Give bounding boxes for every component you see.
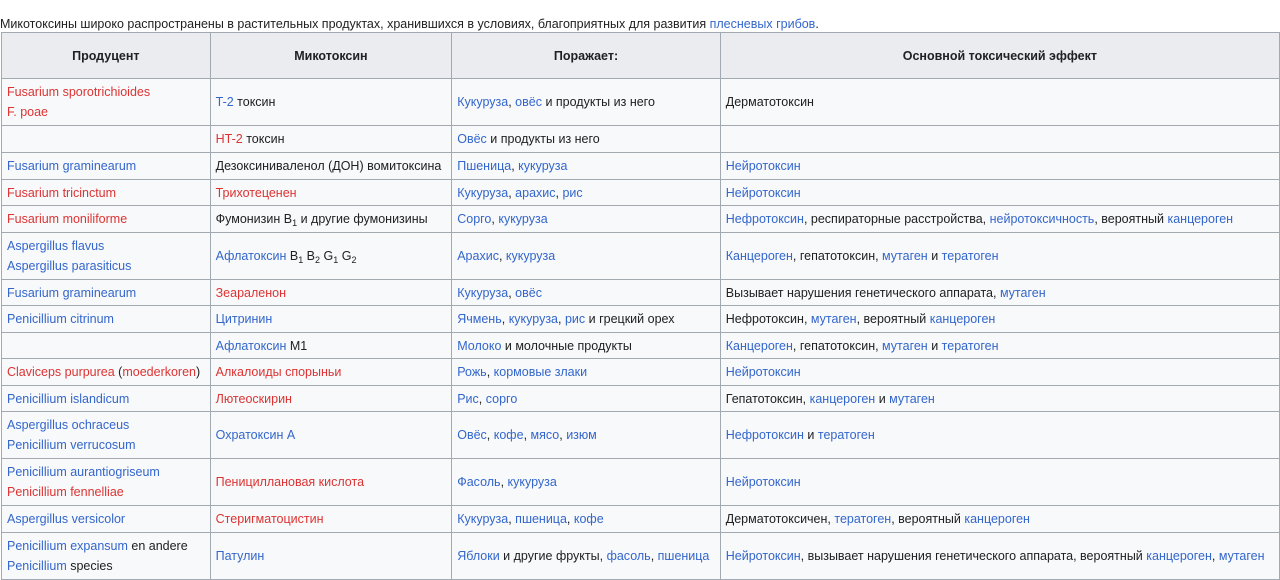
wiki-link[interactable]: мутаген bbox=[889, 391, 935, 406]
subscript: 2 bbox=[315, 255, 321, 265]
wiki-link[interactable]: Fusarium tricinctum bbox=[7, 185, 117, 200]
header-toxic-effect: Основной токсический эффект bbox=[720, 33, 1279, 79]
wiki-link[interactable]: мутаген bbox=[810, 312, 857, 326]
cell-producer bbox=[2, 153, 211, 180]
cell-affects bbox=[452, 306, 721, 333]
wiki-link[interactable]: Овёс bbox=[457, 132, 487, 146]
cell-mycotoxin bbox=[210, 533, 452, 580]
table-body bbox=[2, 79, 1280, 580]
cell-line bbox=[726, 336, 1274, 356]
wiki-link[interactable]: Fusarium graminearum bbox=[7, 285, 137, 300]
table-row bbox=[2, 206, 1280, 233]
cell-text: , bbox=[491, 212, 499, 226]
table-row bbox=[2, 359, 1280, 386]
wiki-link[interactable]: Зеараленон bbox=[215, 285, 286, 300]
wiki-link[interactable]: нейротоксичность bbox=[989, 212, 1095, 226]
table-row bbox=[2, 79, 1280, 126]
wiki-link[interactable]: Aspergillus flavus bbox=[7, 239, 105, 253]
cell-mycotoxin bbox=[210, 206, 452, 233]
wiki-link[interactable]: Кукуруза bbox=[457, 185, 509, 200]
wiki-link[interactable]: Кукуруза bbox=[457, 95, 509, 109]
wiki-link[interactable]: Fusarium sporotrichioides bbox=[7, 85, 151, 99]
cell-text: en andere bbox=[127, 539, 188, 553]
cell-producer bbox=[2, 306, 211, 333]
cell-affects bbox=[452, 233, 721, 280]
wiki-link[interactable]: Penicillium fennelliae bbox=[7, 485, 124, 499]
cell-text: M1 bbox=[286, 338, 308, 353]
wiki-link[interactable]: арахис bbox=[515, 185, 556, 200]
cell-effect bbox=[720, 233, 1279, 280]
cell-line bbox=[457, 156, 715, 176]
cell-effect bbox=[720, 359, 1279, 386]
table-row bbox=[2, 280, 1280, 306]
cell-line bbox=[457, 92, 715, 112]
cell-line bbox=[216, 389, 447, 409]
cell-text: Дезоксиниваленол (ДОН) вомитоксина bbox=[215, 159, 442, 173]
cell-line bbox=[7, 415, 205, 435]
wiki-link[interactable]: пшеница bbox=[515, 512, 567, 526]
wiki-link[interactable]: кофе bbox=[493, 428, 524, 442]
wiki-link[interactable]: F. poae bbox=[7, 105, 49, 119]
wiki-link[interactable]: HT-2 bbox=[215, 132, 243, 146]
cell-producer bbox=[2, 359, 211, 386]
cell-text: и продукты из него bbox=[541, 95, 655, 109]
cell-line bbox=[7, 156, 205, 176]
wiki-link[interactable]: мутаген bbox=[882, 338, 928, 353]
cell-effect bbox=[720, 153, 1279, 180]
cell-effect bbox=[720, 459, 1279, 506]
cell-producer bbox=[2, 126, 211, 153]
wiki-link[interactable]: Aspergillus parasiticus bbox=[7, 259, 132, 273]
cell-text: ( bbox=[114, 365, 123, 379]
wiki-link[interactable]: moederkoren bbox=[122, 365, 196, 379]
cell-line bbox=[7, 462, 205, 482]
wiki-link[interactable]: T-2 bbox=[215, 95, 234, 109]
cell-text: токсин bbox=[242, 132, 285, 146]
cell-affects bbox=[452, 126, 721, 153]
wiki-link[interactable]: Лютеоскирин bbox=[215, 391, 292, 406]
table-row bbox=[2, 153, 1280, 180]
cell-affects bbox=[452, 533, 721, 580]
intro-text: Микотоксины широко распространены в растительных продуктах, хранившихся в условиях, благоприятных для развития bbox=[0, 16, 710, 31]
wiki-link[interactable]: канцероген bbox=[929, 312, 996, 326]
wiki-link[interactable]: фасоль bbox=[606, 549, 651, 563]
cell-producer bbox=[2, 79, 211, 126]
cell-text: , bbox=[478, 391, 486, 406]
wiki-link[interactable]: Афлатоксин bbox=[215, 338, 287, 353]
cell-line bbox=[7, 435, 205, 455]
cell-effect bbox=[720, 306, 1279, 333]
wiki-link[interactable]: тератоген bbox=[834, 512, 892, 526]
cell-line bbox=[7, 482, 205, 502]
table-row bbox=[2, 533, 1280, 580]
cell-text: , респираторные расстройства, bbox=[803, 212, 990, 226]
cell-line bbox=[726, 472, 1274, 492]
cell-text: , bbox=[555, 185, 563, 200]
cell-effect bbox=[720, 206, 1279, 233]
cell-mycotoxin bbox=[210, 153, 452, 180]
cell-producer bbox=[2, 206, 211, 233]
cell-line bbox=[7, 183, 205, 203]
cell-line bbox=[216, 92, 447, 112]
cell-text: , bbox=[566, 512, 574, 526]
subscript: 1 bbox=[333, 255, 339, 265]
cell-affects bbox=[452, 280, 721, 306]
wiki-link[interactable]: Ячмень bbox=[457, 312, 502, 326]
subscript: 2 bbox=[351, 255, 357, 265]
wiki-link[interactable]: Цитринин bbox=[215, 312, 273, 326]
cell-text: и другие фумонизины bbox=[297, 212, 428, 226]
table-row bbox=[2, 306, 1280, 333]
cell-text: , гепатотоксин, bbox=[792, 249, 883, 263]
wiki-link[interactable]: Арахис bbox=[457, 249, 499, 263]
cell-line bbox=[726, 362, 1274, 382]
wiki-link[interactable]: Кукуруза bbox=[457, 285, 509, 300]
wiki-link[interactable]: кофе bbox=[573, 512, 604, 526]
cell-text: токсин bbox=[233, 95, 276, 109]
cell-text: , bbox=[508, 285, 516, 300]
cell-text: , bbox=[486, 365, 494, 379]
intro-end: . bbox=[815, 16, 819, 31]
cell-text: Гепатотоксин, bbox=[725, 391, 810, 406]
subscript: 1 bbox=[298, 255, 304, 265]
cell-line bbox=[216, 309, 447, 329]
cell-text: и молочные продукты bbox=[501, 338, 632, 353]
wiki-link[interactable]: мутаген bbox=[882, 249, 928, 263]
cell-line bbox=[7, 209, 205, 229]
table-row bbox=[2, 506, 1280, 533]
cell-mycotoxin bbox=[210, 79, 452, 126]
cell-line bbox=[457, 425, 715, 445]
cell-producer bbox=[2, 506, 211, 533]
cell-producer bbox=[2, 386, 211, 412]
cell-text: , гепатотоксин, bbox=[792, 338, 883, 353]
cell-text: , bbox=[508, 185, 516, 200]
wiki-link[interactable]: Penicillium islandicum bbox=[7, 391, 130, 406]
wiki-link[interactable]: Нейротоксин bbox=[725, 549, 801, 563]
cell-line bbox=[457, 129, 715, 149]
wiki-link[interactable]: канцероген bbox=[809, 391, 876, 406]
wiki-link[interactable]: Охратоксин А bbox=[215, 428, 296, 442]
cell-producer bbox=[2, 459, 211, 506]
cell-text: , bbox=[559, 428, 567, 442]
subscript: 1 bbox=[292, 218, 298, 228]
cell-text: G bbox=[338, 249, 352, 263]
cell-mycotoxin bbox=[210, 386, 452, 412]
cell-line bbox=[216, 336, 447, 356]
cell-effect bbox=[720, 280, 1279, 306]
table-row bbox=[2, 386, 1280, 412]
cell-text: , вероятный bbox=[856, 312, 930, 326]
cell-line bbox=[457, 209, 715, 229]
cell-line bbox=[726, 209, 1274, 229]
table-row bbox=[2, 333, 1280, 359]
cell-producer bbox=[2, 412, 211, 459]
cell-text: , bbox=[508, 512, 516, 526]
cell-line bbox=[457, 309, 715, 329]
wiki-link[interactable]: Нефротоксин bbox=[725, 212, 804, 226]
cell-line bbox=[216, 472, 447, 492]
wiki-link[interactable]: Нейротоксин bbox=[725, 365, 801, 379]
cell-text: B bbox=[286, 249, 299, 263]
cell-line bbox=[726, 309, 1274, 329]
cell-producer bbox=[2, 280, 211, 306]
cell-affects bbox=[452, 359, 721, 386]
cell-text: , bbox=[558, 312, 565, 326]
cell-line bbox=[7, 389, 205, 409]
wiki-link[interactable]: Penicillium aurantiogriseum bbox=[7, 465, 160, 479]
cell-producer bbox=[2, 333, 211, 359]
wiki-link[interactable]: Fusarium graminearum bbox=[7, 159, 137, 173]
cell-line bbox=[726, 389, 1274, 409]
cell-text: Дерматотоксин bbox=[725, 95, 814, 109]
cell-text: и грецкий орех bbox=[585, 312, 675, 326]
cell-line bbox=[7, 82, 205, 102]
cell-text: , bbox=[508, 95, 516, 109]
cell-effect bbox=[720, 412, 1279, 459]
cell-line bbox=[457, 183, 715, 203]
wiki-link[interactable]: Пшеница bbox=[457, 159, 512, 173]
wiki-link[interactable]: Алкалоиды спорыньи bbox=[215, 365, 342, 379]
cell-line bbox=[7, 283, 205, 303]
table-row bbox=[2, 233, 1280, 280]
cell-text: , bbox=[1211, 549, 1219, 563]
cell-line bbox=[726, 509, 1274, 529]
cell-text: и bbox=[927, 249, 942, 263]
cell-text: и bbox=[803, 428, 818, 442]
cell-line bbox=[216, 283, 447, 303]
cell-text: , bbox=[501, 312, 509, 326]
header-producer: Продуцент bbox=[2, 33, 211, 79]
cell-line bbox=[726, 425, 1274, 445]
wiki-link[interactable]: кукуруза bbox=[518, 159, 568, 173]
cell-line bbox=[216, 509, 447, 529]
cell-mycotoxin bbox=[210, 306, 452, 333]
wiki-link[interactable]: тератоген bbox=[941, 249, 999, 263]
wiki-link[interactable]: тератоген bbox=[817, 428, 875, 442]
table-row bbox=[2, 459, 1280, 506]
wiki-link[interactable]: Афлатоксин bbox=[215, 249, 287, 263]
cell-effect bbox=[720, 506, 1279, 533]
cell-mycotoxin bbox=[210, 233, 452, 280]
wiki-link[interactable]: Молоко bbox=[457, 338, 502, 353]
cell-line bbox=[216, 546, 447, 566]
cell-line bbox=[457, 336, 715, 356]
cell-effect bbox=[720, 79, 1279, 126]
wiki-link[interactable]: кукуруза bbox=[505, 249, 556, 263]
wiki-link[interactable]: Нейротоксин bbox=[725, 475, 801, 489]
wiki-link[interactable]: Aspergillus ochraceus bbox=[7, 418, 130, 432]
cell-line bbox=[7, 309, 205, 329]
cell-line bbox=[7, 509, 205, 529]
cell-affects bbox=[452, 79, 721, 126]
wiki-link[interactable]: Нейротоксин bbox=[725, 159, 801, 173]
cell-line bbox=[7, 236, 205, 256]
cell-line bbox=[216, 129, 447, 149]
mycotoxin-table bbox=[1, 32, 1280, 580]
header-mycotoxin: Микотоксин bbox=[210, 33, 452, 79]
table-row bbox=[2, 126, 1280, 153]
cell-text: ) bbox=[196, 365, 201, 379]
cell-line bbox=[457, 389, 715, 409]
cell-mycotoxin bbox=[210, 359, 452, 386]
cell-producer bbox=[2, 533, 211, 580]
wiki-link[interactable]: мутаген bbox=[1218, 549, 1265, 563]
table-row bbox=[2, 412, 1280, 459]
cell-line bbox=[726, 246, 1274, 266]
cell-text: G bbox=[320, 249, 334, 263]
cell-text: и bbox=[875, 391, 890, 406]
cell-text: species bbox=[66, 559, 113, 573]
table-header-row bbox=[2, 33, 1280, 79]
cell-line bbox=[726, 183, 1274, 203]
wiki-link[interactable]: Нефротоксин bbox=[725, 428, 804, 442]
wiki-link[interactable]: Рожь bbox=[457, 365, 487, 379]
wiki-link[interactable]: Penicillium verrucosum bbox=[7, 438, 136, 452]
wiki-link[interactable]: пшеница bbox=[657, 549, 710, 563]
cell-text: Нефротоксин, bbox=[725, 312, 811, 326]
wiki-link[interactable]: Нейротоксин bbox=[725, 185, 801, 200]
wiki-link[interactable]: Стеригматоцистин bbox=[215, 512, 324, 526]
cell-line bbox=[216, 209, 447, 229]
cell-line bbox=[7, 362, 205, 382]
cell-producer bbox=[2, 233, 211, 280]
cell-line bbox=[457, 283, 715, 303]
cell-effect bbox=[720, 533, 1279, 580]
cell-text: , bbox=[523, 428, 531, 442]
cell-line bbox=[7, 536, 205, 556]
cell-line bbox=[216, 183, 447, 203]
cell-mycotoxin bbox=[210, 412, 452, 459]
cell-text: и bbox=[927, 338, 942, 353]
cell-text: Дерматотоксичен, bbox=[725, 512, 835, 526]
wiki-link[interactable]: канцероген bbox=[1167, 212, 1234, 226]
wiki-link[interactable]: тератоген bbox=[941, 338, 999, 353]
cell-line bbox=[7, 556, 205, 576]
wiki-link[interactable]: овёс bbox=[515, 285, 542, 300]
wiki-link[interactable]: рис bbox=[564, 312, 586, 326]
cell-effect bbox=[720, 386, 1279, 412]
cell-producer bbox=[2, 180, 211, 206]
cell-affects bbox=[452, 459, 721, 506]
cell-text: , вероятный bbox=[891, 512, 965, 526]
wiki-link[interactable]: Penicillium expansum bbox=[7, 539, 128, 553]
cell-line bbox=[216, 362, 447, 382]
cell-line bbox=[216, 425, 447, 445]
wiki-link[interactable]: рис bbox=[562, 185, 583, 200]
table-row bbox=[2, 180, 1280, 206]
wiki-link[interactable]: Penicillium bbox=[7, 559, 67, 573]
cell-line bbox=[216, 246, 447, 266]
cell-line bbox=[457, 546, 715, 566]
wiki-link[interactable]: канцероген bbox=[964, 512, 1030, 526]
cell-affects bbox=[452, 206, 721, 233]
cell-text: и другие фрукты, bbox=[499, 549, 607, 563]
cell-affects bbox=[452, 153, 721, 180]
cell-line bbox=[726, 92, 1274, 112]
wiki-link[interactable]: Кукуруза bbox=[457, 512, 509, 526]
cell-line bbox=[457, 472, 715, 492]
wiki-link[interactable]: Пенициллановая кислота bbox=[215, 475, 365, 489]
intro-paragraph bbox=[0, 14, 819, 34]
cell-mycotoxin bbox=[210, 180, 452, 206]
cell-mycotoxin bbox=[210, 126, 452, 153]
wiki-link[interactable]: канцероген bbox=[1146, 549, 1212, 563]
wiki-link[interactable]: Овёс bbox=[457, 428, 487, 442]
cell-affects bbox=[452, 506, 721, 533]
cell-affects bbox=[452, 412, 721, 459]
cell-mycotoxin bbox=[210, 333, 452, 359]
cell-text: , bbox=[498, 249, 506, 263]
wiki-link[interactable]: Яблоки bbox=[457, 549, 500, 563]
wiki-link[interactable]: Канцероген bbox=[725, 338, 793, 353]
cell-text: Вызывает нарушения генетического аппарата, bbox=[725, 285, 1000, 300]
cell-affects bbox=[452, 333, 721, 359]
cell-text: , bbox=[500, 475, 508, 489]
cell-text: , bbox=[650, 549, 658, 563]
wiki-link[interactable]: сорго bbox=[485, 391, 518, 406]
cell-text: , вызывает нарушения генетического аппарата, вероятный bbox=[800, 549, 1147, 563]
cell-effect bbox=[720, 333, 1279, 359]
wiki-link[interactable]: Рис bbox=[457, 391, 479, 406]
cell-line bbox=[216, 156, 447, 176]
wiki-link[interactable]: кукуруза bbox=[508, 312, 559, 326]
wiki-link[interactable]: Fusarium moniliforme bbox=[7, 212, 128, 226]
wiki-link[interactable]: Сорго bbox=[457, 212, 492, 226]
wiki-link[interactable]: Патулин bbox=[215, 549, 265, 563]
wiki-link[interactable]: кукуруза bbox=[507, 475, 557, 489]
cell-line bbox=[726, 283, 1274, 303]
wiki-link[interactable]: Фасоль bbox=[457, 475, 501, 489]
cell-text: Фумонизин B bbox=[215, 212, 293, 226]
cell-effect bbox=[720, 180, 1279, 206]
wiki-link[interactable]: Канцероген bbox=[725, 249, 793, 263]
cell-line bbox=[7, 256, 205, 276]
wiki-link[interactable]: овёс bbox=[515, 95, 542, 109]
cell-text: , bbox=[511, 159, 519, 173]
wiki-link[interactable]: Трихотеценен bbox=[215, 185, 297, 200]
cell-affects bbox=[452, 386, 721, 412]
cell-mycotoxin bbox=[210, 459, 452, 506]
cell-text: B bbox=[303, 249, 316, 263]
header-affects: Поражает: bbox=[452, 33, 721, 79]
wiki-link[interactable]: Claviceps purpurea bbox=[7, 365, 115, 379]
cell-line bbox=[457, 246, 715, 266]
wiki-link[interactable]: мутаген bbox=[999, 285, 1046, 300]
cell-mycotoxin bbox=[210, 506, 452, 533]
cell-line bbox=[457, 509, 715, 529]
cell-affects bbox=[452, 180, 721, 206]
wiki-link[interactable]: изюм bbox=[566, 428, 597, 442]
cell-line bbox=[726, 156, 1274, 176]
wiki-link[interactable]: Penicillium citrinum bbox=[7, 312, 114, 326]
cell-effect bbox=[720, 126, 1279, 153]
cell-mycotoxin bbox=[210, 280, 452, 306]
cell-text: и продукты из него bbox=[486, 132, 600, 146]
wiki-link[interactable]: кормовые злаки bbox=[493, 365, 588, 379]
cell-text: , bbox=[486, 428, 494, 442]
cell-line bbox=[457, 362, 715, 382]
wiki-link[interactable]: мясо bbox=[530, 428, 560, 442]
cell-text: , вероятный bbox=[1094, 212, 1168, 226]
wiki-link[interactable]: Aspergillus versicolor bbox=[7, 512, 126, 526]
cell-line bbox=[7, 102, 205, 122]
cell-line bbox=[726, 546, 1274, 566]
intro-link-molds[interactable]: плесневых грибов bbox=[709, 16, 816, 31]
wiki-link[interactable]: кукуруза bbox=[498, 212, 548, 226]
